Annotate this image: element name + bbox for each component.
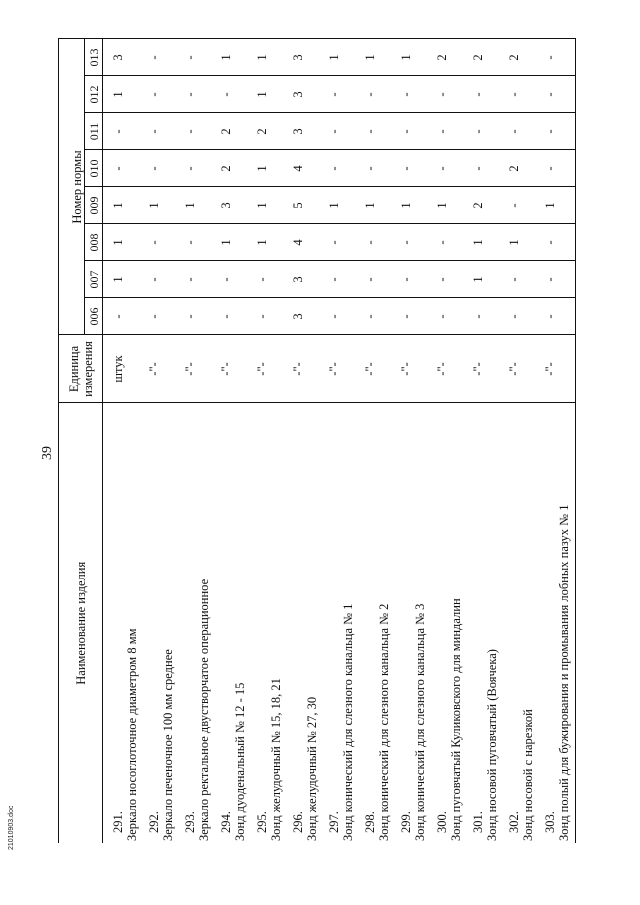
item-name: Зонд конический для слезного канальца № 1 xyxy=(341,603,355,841)
item-name: Зонд полый для бужирования и промывания лобных пазух № 1 xyxy=(557,504,571,841)
item-name: Зонд носовой с нарезкой xyxy=(521,709,535,841)
item-number: 292. xyxy=(147,811,161,833)
header-name: Наименование изделия xyxy=(59,403,103,843)
item-number: 300. xyxy=(435,811,449,833)
norm-value-012: - xyxy=(319,76,355,113)
norm-value-012: - xyxy=(427,76,463,113)
table-row xyxy=(499,39,535,843)
norm-value-008: - xyxy=(535,224,575,261)
header-code-012: 012 xyxy=(85,76,103,113)
item-name: Зонд пуговчатый Куликовского для миндалин xyxy=(449,598,463,841)
norm-value-006: - xyxy=(175,298,211,335)
norm-value-006: - xyxy=(463,298,499,335)
norm-value-009: 1 xyxy=(427,187,463,224)
norm-value-006: - xyxy=(211,298,247,335)
unit-cell: -"- xyxy=(139,335,175,403)
norm-value-006: - xyxy=(535,298,575,335)
item-name-cell xyxy=(247,403,283,843)
norm-value-011: - xyxy=(319,113,355,150)
norm-value-011: - xyxy=(535,113,575,150)
norm-value-013: 1 xyxy=(319,39,355,76)
norm-value-010: - xyxy=(391,150,427,187)
norm-value-008: 4 xyxy=(283,224,319,261)
norm-value-008: 1 xyxy=(211,224,247,261)
norm-value-013: 1 xyxy=(391,39,427,76)
norm-value-010: 1 xyxy=(247,150,283,187)
norm-value-012: 1 xyxy=(103,76,140,113)
header-row-1 xyxy=(59,39,85,843)
header-code-010: 010 xyxy=(85,150,103,187)
norm-value-013: 2 xyxy=(499,39,535,76)
norm-value-009: 5 xyxy=(283,187,319,224)
item-number: 303. xyxy=(543,811,557,833)
norm-value-006: - xyxy=(319,298,355,335)
unit-cell: -"- xyxy=(355,335,391,403)
norm-value-007: - xyxy=(355,261,391,298)
norm-value-009: 1 xyxy=(391,187,427,224)
norm-value-006: 3 xyxy=(283,298,319,335)
norm-value-007: 1 xyxy=(463,261,499,298)
item-name-cell xyxy=(463,403,499,843)
norm-value-006: - xyxy=(355,298,391,335)
norm-value-008: 1 xyxy=(247,224,283,261)
norm-value-007: - xyxy=(535,261,575,298)
norm-value-007: - xyxy=(211,261,247,298)
norm-value-009: 1 xyxy=(535,187,575,224)
norm-value-011: - xyxy=(463,113,499,150)
norm-value-012: - xyxy=(355,76,391,113)
norm-value-010: - xyxy=(139,150,175,187)
unit-cell: -"- xyxy=(319,335,355,403)
item-name-cell xyxy=(103,403,140,843)
table-row xyxy=(175,39,211,843)
table-row xyxy=(391,39,427,843)
norm-value-007: 3 xyxy=(283,261,319,298)
norm-value-008: 1 xyxy=(463,224,499,261)
norm-value-013: 2 xyxy=(427,39,463,76)
item-number: 301. xyxy=(471,811,485,833)
norm-value-007: - xyxy=(391,261,427,298)
item-number: 297. xyxy=(327,811,341,833)
item-number: 295. xyxy=(255,811,269,833)
norm-value-009: - xyxy=(499,187,535,224)
unit-cell: -"- xyxy=(247,335,283,403)
norm-value-013: 1 xyxy=(355,39,391,76)
norm-value-010: - xyxy=(463,150,499,187)
norm-value-012: - xyxy=(211,76,247,113)
table-row xyxy=(355,39,391,843)
norm-value-012: - xyxy=(175,76,211,113)
norm-value-006: - xyxy=(139,298,175,335)
norm-value-011: - xyxy=(427,113,463,150)
unit-cell: -"- xyxy=(463,335,499,403)
norm-value-009: 1 xyxy=(103,187,140,224)
norm-value-011: 2 xyxy=(247,113,283,150)
unit-cell: -"- xyxy=(535,335,575,403)
norm-value-007: - xyxy=(427,261,463,298)
norm-value-007: - xyxy=(499,261,535,298)
item-name-cell xyxy=(391,403,427,843)
table-body xyxy=(103,39,576,843)
norm-value-007: - xyxy=(247,261,283,298)
table-row xyxy=(247,39,283,843)
item-name: Зонд носовой пуговчатый (Воячека) xyxy=(485,649,499,841)
page-number: 39 xyxy=(40,446,55,460)
norm-value-009: 1 xyxy=(319,187,355,224)
item-name: Зеркало печеночное 100 мм среднее xyxy=(161,649,175,841)
table-row xyxy=(139,39,175,843)
norm-value-007: - xyxy=(175,261,211,298)
norm-value-011: - xyxy=(103,113,140,150)
norm-value-013: - xyxy=(535,39,575,76)
item-name-cell xyxy=(355,403,391,843)
unit-cell: -"- xyxy=(499,335,535,403)
norm-value-010: - xyxy=(427,150,463,187)
item-name-cell xyxy=(211,403,247,843)
norm-value-007: - xyxy=(319,261,355,298)
norm-value-006: - xyxy=(247,298,283,335)
norm-value-011: - xyxy=(499,113,535,150)
item-name: Зонд дуоденальный № 12 - 15 xyxy=(233,682,247,841)
header-code-007: 007 xyxy=(85,261,103,298)
header-code-013: 013 xyxy=(85,39,103,76)
norm-value-008: - xyxy=(139,224,175,261)
norm-value-008: - xyxy=(175,224,211,261)
unit-cell: -"- xyxy=(211,335,247,403)
norm-value-006: - xyxy=(499,298,535,335)
norms-table xyxy=(58,39,576,844)
norm-value-006: - xyxy=(103,298,140,335)
norm-value-012: - xyxy=(391,76,427,113)
item-name: Зеркало носоглоточное диаметром 8 мм xyxy=(125,628,139,841)
norm-value-011: - xyxy=(139,113,175,150)
header-norm-number: Номер нормы xyxy=(59,39,85,335)
unit-cell: штук xyxy=(103,335,140,403)
norm-value-013: 3 xyxy=(103,39,140,76)
header-code-011: 011 xyxy=(85,113,103,150)
item-name-cell xyxy=(319,403,355,843)
item-number: 293. xyxy=(183,811,197,833)
table-row xyxy=(319,39,355,843)
table-row xyxy=(211,39,247,843)
item-name: Зонд желудочный № 27, 30 xyxy=(305,696,319,841)
item-name: Зонд конический для слезного канальца № 3 xyxy=(413,603,427,841)
item-name-cell xyxy=(283,403,319,843)
norm-value-013: - xyxy=(175,39,211,76)
norm-value-011: - xyxy=(175,113,211,150)
unit-cell: -"- xyxy=(391,335,427,403)
norm-value-011: 2 xyxy=(211,113,247,150)
item-name-cell xyxy=(499,403,535,843)
unit-cell: -"- xyxy=(427,335,463,403)
norm-value-010: - xyxy=(535,150,575,187)
norm-value-013: 3 xyxy=(283,39,319,76)
norm-value-010: 2 xyxy=(211,150,247,187)
norm-value-012: 1 xyxy=(247,76,283,113)
norm-value-007: 1 xyxy=(103,261,140,298)
item-number: 298. xyxy=(363,811,377,833)
norm-value-010: - xyxy=(355,150,391,187)
norm-value-006: - xyxy=(391,298,427,335)
norm-value-010: - xyxy=(175,150,211,187)
item-number: 296. xyxy=(291,811,305,833)
norm-value-009: 1 xyxy=(175,187,211,224)
norm-value-010: - xyxy=(103,150,140,187)
item-name-cell xyxy=(535,403,575,843)
norm-value-008: - xyxy=(355,224,391,261)
header-code-006: 006 xyxy=(85,298,103,335)
unit-cell: -"- xyxy=(283,335,319,403)
norm-value-008: 1 xyxy=(499,224,535,261)
item-name: Зонд желудочный № 15, 18, 21 xyxy=(269,678,283,841)
norm-value-011: - xyxy=(355,113,391,150)
norm-value-012: - xyxy=(535,76,575,113)
norm-value-012: 3 xyxy=(283,76,319,113)
norm-value-013: 2 xyxy=(463,39,499,76)
norm-value-009: 1 xyxy=(139,187,175,224)
item-name: Зеркало ректальное двустворчатое операционное xyxy=(197,578,211,841)
norm-value-009: 2 xyxy=(463,187,499,224)
norm-value-009: 3 xyxy=(211,187,247,224)
norm-value-008: 1 xyxy=(103,224,140,261)
norm-value-010: 2 xyxy=(499,150,535,187)
norm-value-008: - xyxy=(427,224,463,261)
table-row xyxy=(283,39,319,843)
norm-value-007: - xyxy=(139,261,175,298)
table-row xyxy=(463,39,499,843)
item-name: Зонд конический для слезного канальца № 2 xyxy=(377,603,391,841)
header-unit: Единица измерения xyxy=(59,335,103,403)
norm-value-011: - xyxy=(391,113,427,150)
norm-value-008: - xyxy=(319,224,355,261)
table-row xyxy=(103,39,140,843)
item-number: 294. xyxy=(219,811,233,833)
norm-value-006: - xyxy=(427,298,463,335)
norm-value-009: 1 xyxy=(355,187,391,224)
norm-value-009: 1 xyxy=(247,187,283,224)
norm-value-012: - xyxy=(499,76,535,113)
table-row xyxy=(535,39,575,843)
norm-value-008: - xyxy=(391,224,427,261)
header-code-009: 009 xyxy=(85,187,103,224)
item-number: 302. xyxy=(507,811,521,833)
norm-value-010: 4 xyxy=(283,150,319,187)
table-row xyxy=(427,39,463,843)
item-name-cell xyxy=(139,403,175,843)
unit-cell: -"- xyxy=(175,335,211,403)
item-name-cell xyxy=(427,403,463,843)
header-code-008: 008 xyxy=(85,224,103,261)
footer-filename: 21010903.doc xyxy=(8,805,15,850)
norm-value-013: 1 xyxy=(247,39,283,76)
norm-value-013: 1 xyxy=(211,39,247,76)
norm-value-010: - xyxy=(319,150,355,187)
norm-value-012: - xyxy=(139,76,175,113)
item-name-cell xyxy=(175,403,211,843)
norm-value-013: - xyxy=(139,39,175,76)
item-number: 299. xyxy=(399,811,413,833)
item-number: 291. xyxy=(111,811,125,833)
norm-value-011: 3 xyxy=(283,113,319,150)
norm-value-012: - xyxy=(463,76,499,113)
